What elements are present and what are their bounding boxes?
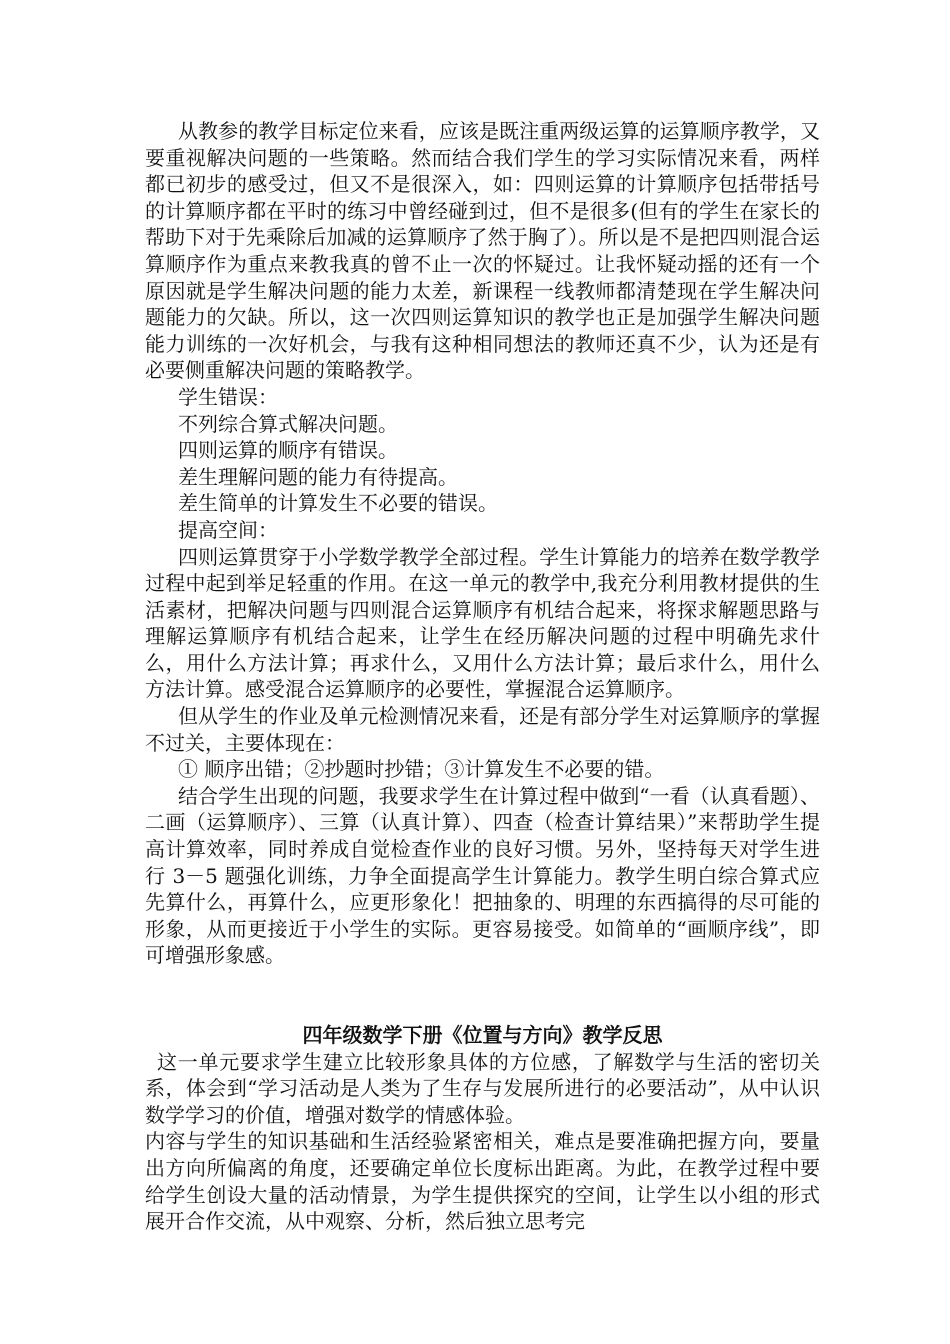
error-item: 差生理解问题的能力有待提高。 [178, 464, 458, 489]
error-item: 四则运算的顺序有错误。 [178, 438, 398, 463]
body-paragraph: 这一单元要求学生建立比较形象具体的方位感，了解数学与生活的密切关系，体会到“学习活动是人类为了生存与发展所进行的必要活动”，从中认识数学学习的价值，增强对数学的情感体验。 [145, 1049, 820, 1127]
improve-list: ① 顺序出错；②抄题时抄错；③计算发生不必要的错。 [178, 757, 665, 782]
improve-paragraph: 结合学生出现的问题，我要求学生在计算过程中做到“一看（认真看题）、二画（运算顺序）、三算（认真计算）、四查（检查计算结果）”来帮助学生提高计算效率，同时养成自觉检查作业的良好习惯。另外，坚持每天对学生进行 3－5 题强化训练，力争全面提高学生计算能力。教学生明白综合算式应先算什么，再算什么，应更形象化！把抽象的、明理的东西搞得的尽可能的形象，从而更接近于小学生的实际。更容易接受。如简单的“画顺序线”，即可增强形象感。 [145, 783, 820, 968]
section-title: 四年级数学下册《位置与方向》教学反思 [302, 1023, 663, 1047]
intro-paragraph: 从教参的教学目标定位来看，应该是既注重两级运算的运算顺序教学，又要重视解决问题的一些策略。然而结合我们学生的学习实际情况来看，两样都已初步的感受过，但又不是很深入，如：四则运算的计算顺序包括带括号的计算顺序都在平时的练习中曾经碰到过，但不是很多(但有的学生在家长的帮助下对于先乘除后加减的运算顺序了然于胸了）。所以是不是把四则混合运算顺序作为重点来教我真的曾不止一次的怀疑过。让我怀疑动摇的还有一个原因就是学生解决问题的能力太差，新课程一线教师都清楚现在学生解决问题能力的欠缺。所以，这一次四则运算知识的教学也正是加强学生解决问题能力训练的一次好机会，与我有这种相同想法的教师还真不少，认为还是有必要侧重解决问题的策略教学。 [145, 119, 820, 383]
errors-heading: 学生错误： [178, 384, 278, 409]
section-gap [145, 969, 820, 1022]
improve-heading: 提高空间： [178, 517, 278, 542]
error-item: 差生简单的计算发生不必要的错误。 [178, 491, 498, 516]
document-page [145, 118, 820, 1235]
improve-paragraph: 但从学生的作业及单元检测情况来看，还是有部分学生对运算顺序的掌握不过关，主要体现在： [145, 704, 820, 755]
error-item: 不列综合算式解决问题。 [178, 411, 398, 436]
body-paragraph: 内容与学生的知识基础和生活经验紧密相关，难点是要准确把握方向，要量出方向所偏离的角度，还要确定单位长度标出距离。为此，在教学过程中要给学生创设大量的活动情景，为学生提供探究的空间，让学生以小组的形式展开合作交流，从中观察、分析，然后独立思考完 [145, 1129, 820, 1234]
improve-paragraph: 四则运算贯穿于小学数学教学全部过程。学生计算能力的培养在数学教学过程中起到举足轻重的作用。在这一单元的教学中,我充分利用教材提供的生活素材，把解决问题与四则混合运算顺序有机结合起来，将探求解题思路与理解运算顺序有机结合起来，让学生在经历解决问题的过程中明确先求什么，用什么方法计算；再求什么，又用什么方法计算；最后求什么，用什么方法计算。感受混合运算顺序的必要性，掌握混合运算顺序。 [145, 544, 820, 702]
